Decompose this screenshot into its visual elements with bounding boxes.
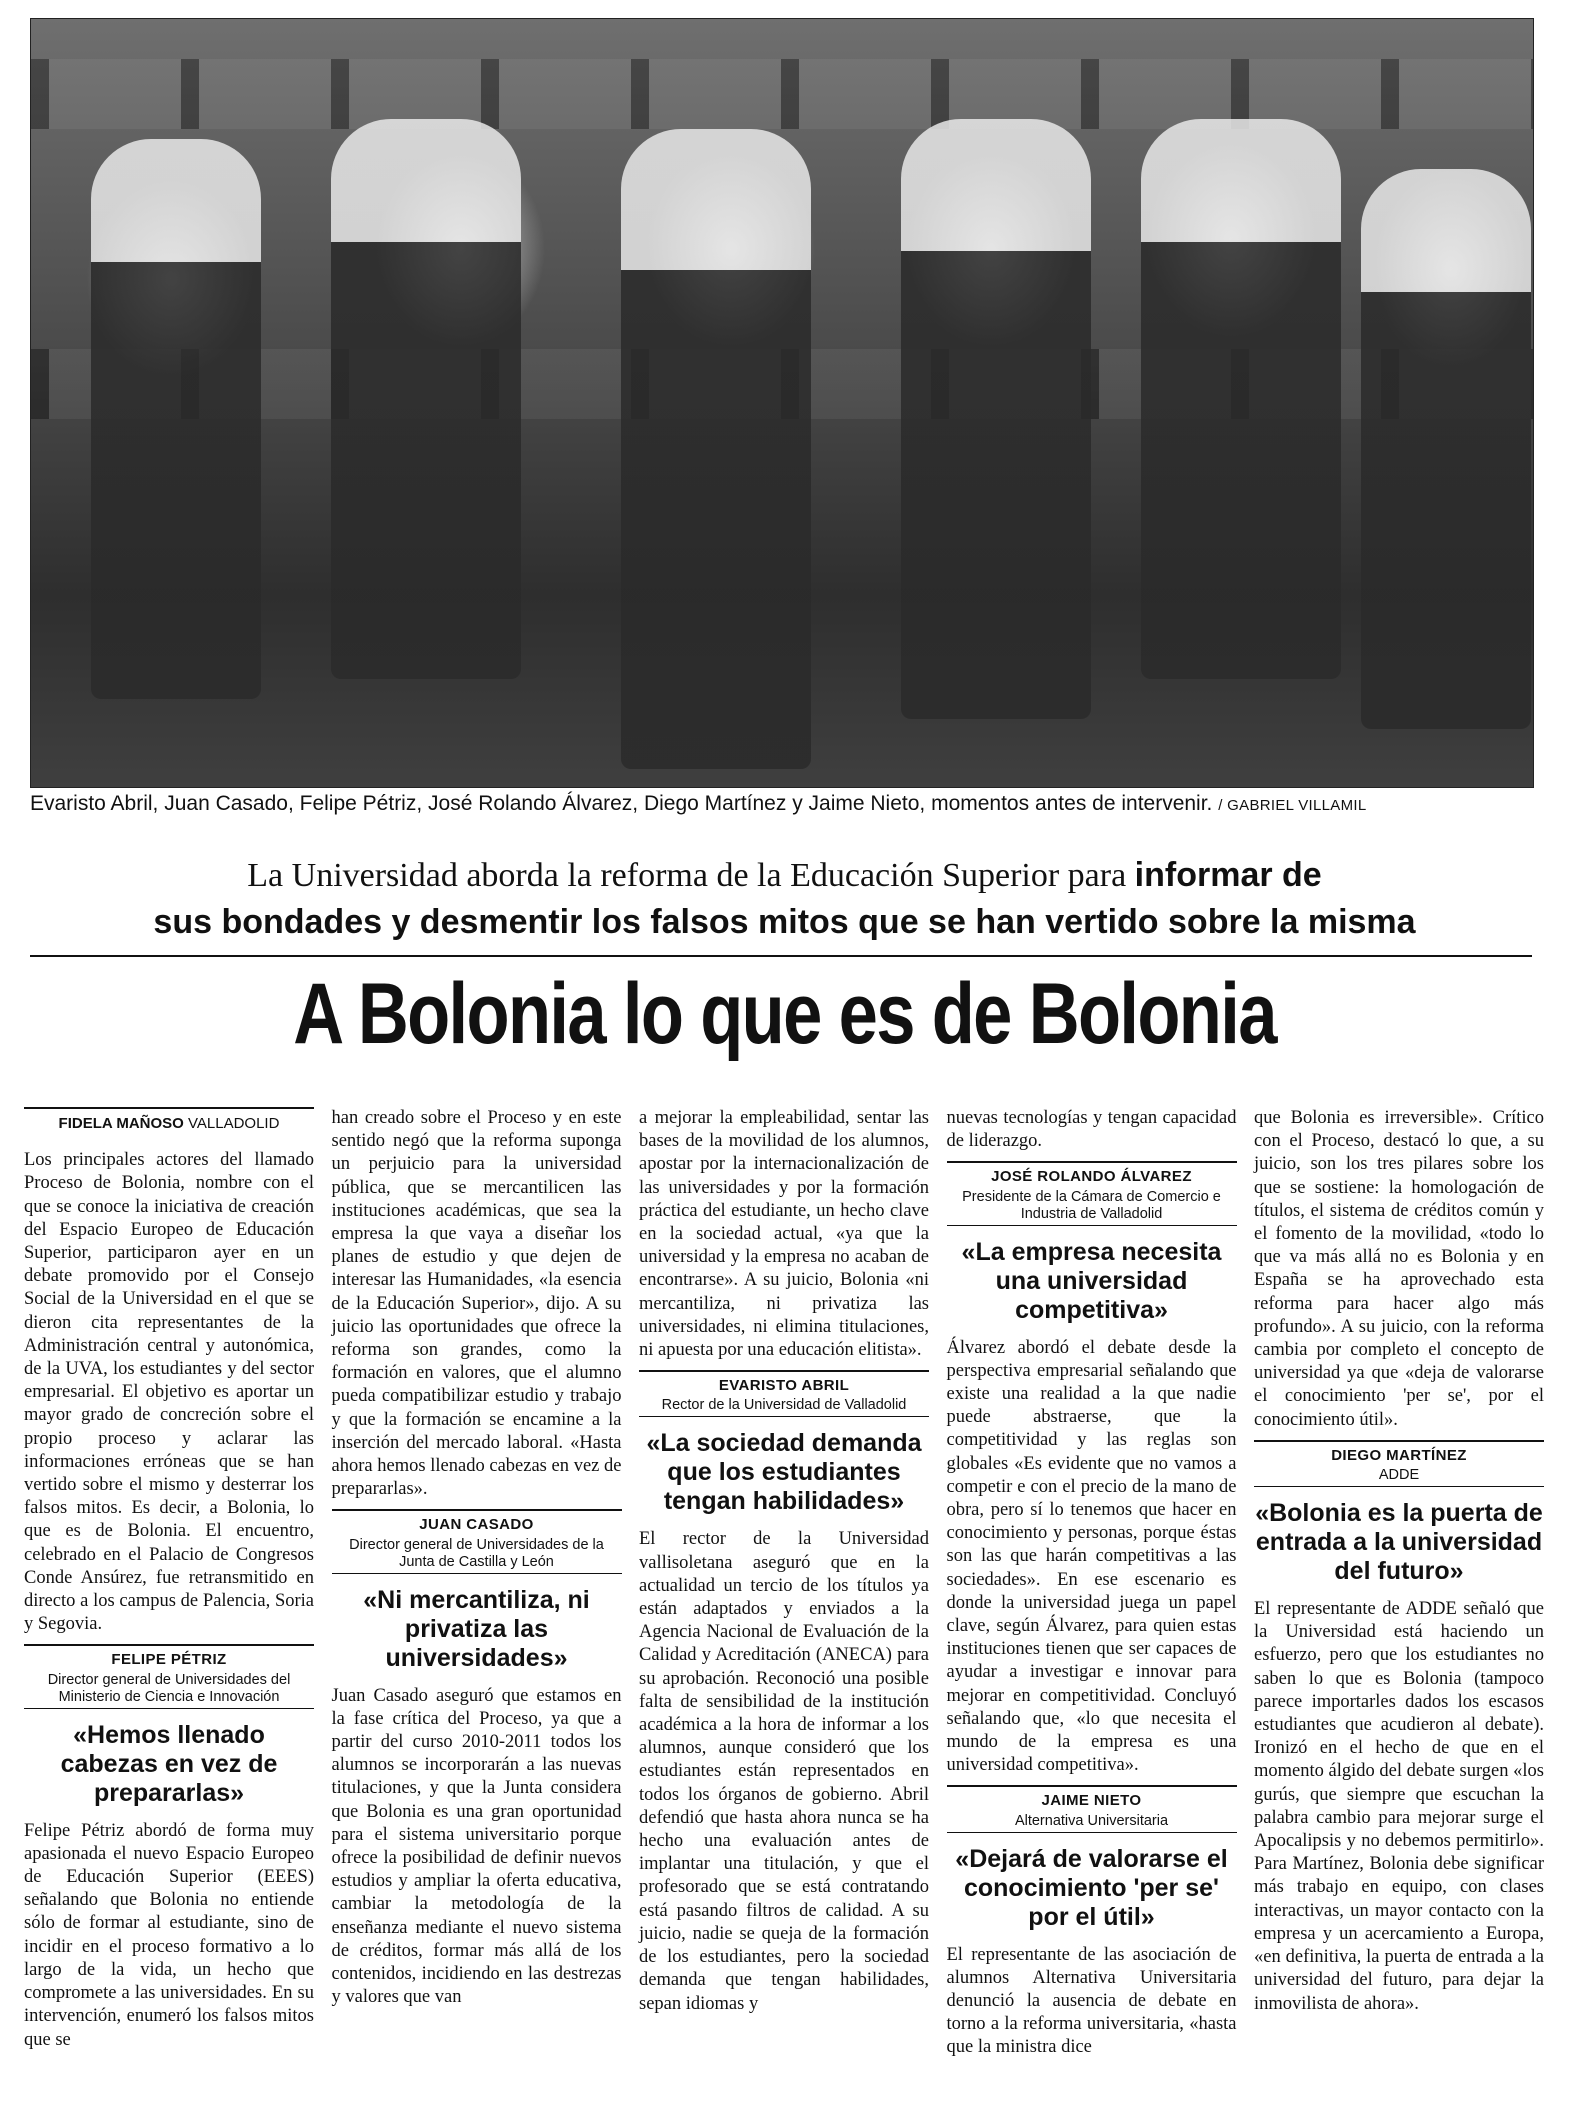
column-5 bbox=[1254, 1107, 1544, 2107]
column-3 bbox=[639, 1107, 929, 2107]
body-paragraph: que Bolonia es irreversible». Crítico con el Proceso, destacó lo que, a su juicio, son los tres pilares sobre los que se sostiene: la homologación de títulos, el sistema de créditos común y el fomento de la movilidad, «todo lo que va más allá no es Bolonia y en España se ha aprovechado esta reforma para hacer algo más profundo». A su juicio, con la reforma cambia por completo el concepto de universidad ya que «deja de valorarse el conocimiento 'per se', por el conocimiento útil». bbox=[1254, 1108, 1544, 1430]
photo-person bbox=[621, 129, 811, 769]
photo-person bbox=[1141, 119, 1341, 679]
column-2 bbox=[332, 1107, 622, 2107]
body-paragraph: nuevas tecnologías y tengan capacidad de liderazgo. bbox=[946, 1108, 1237, 1152]
photo-caption-text: Evaristo Abril, Juan Casado, Felipe Pétriz, José Rolando Álvarez, Diego Martínez y Jaime Nieto, momentos antes de intervenir. bbox=[30, 792, 1213, 815]
intro-paragraph: Los principales actores del llamado Proceso de Bolonia, nombre con el que se conoce la iniciativa de creación del Espacio Europeo de Educación Superior, participaron ayer en un debate promovido por el Consejo Social de la Universidad en el que se dieron cita representantes de la Administración central y autonómica, de la UVA, los estudiantes y del sector empresarial. El objetivo es aportar un mayor grado de concreción sobre el propio proceso y aclarar las informaciones erróneas que se han vertido sobre el mismo y desterrar los falsos mitos. Es decir, a Bolonia, lo que es de Bolonia. El encuentro, celebrado en el Palacio de Congresos Conde Ansúrez, fue retransmitido en directo a los campus de Palencia, Soria y Segovia. bbox=[24, 1150, 314, 1635]
article-columns bbox=[24, 1107, 1544, 2107]
speaker-role: Director general de Universidades de la Junta de Castilla y León bbox=[332, 1537, 622, 1574]
pull-quote: «Hemos llenado cabezas en vez de prepararlas» bbox=[60, 1720, 278, 1807]
photo-person bbox=[1361, 169, 1531, 729]
body-paragraph: El representante de ADDE señaló que la Universidad está haciendo un esfuerzo, pero que los estudiantes no saben lo que es Bolonia (tampoco parece importarles dados los escasos estudiantes que acudieron al debate). Ironizó en el hecho de que en el momento álgido del debate surgen «los gurús, que siempre que escuchan la palabra cambio para mejorar surge el Apocalipsis y no debemos permitirlo». Para Martínez, Bolonia debe significar más trabajo en equipo, con clases interactivas, un mayor contacto con la empresa y un acercamiento a Europa, «en definitiva, la puerta de entrada a la universidad del futuro, para dejar la inmovilista de ahora». bbox=[1254, 1599, 1544, 2014]
speaker-header bbox=[947, 1785, 1237, 1832]
headline: A Bolonia lo que es de Bolonia bbox=[293, 966, 1276, 1062]
byline-author: FIDELA MAÑOSO bbox=[58, 1115, 184, 1132]
photo-credit: / GABRIEL VILLAMIL bbox=[1218, 797, 1367, 814]
speaker-name: JAIME NIETO bbox=[1041, 1792, 1142, 1810]
speaker-name: EVARISTO ABRIL bbox=[718, 1377, 850, 1395]
pull-quote: «Bolonia es la puerta de entrada a la universidad del futuro» bbox=[1255, 1499, 1543, 1586]
deck-line2-bold: sus bondades y desmentir los falsos mitos que se han vertido sobre la misma bbox=[153, 903, 1416, 941]
body-paragraph: Felipe Pétriz abordó de forma muy apasionada el nuevo Espacio Europeo de Educación Superior (EEES) señalando que Bolonia no entiende sólo de formar al estudiante, sino de incidir en el proceso formativo a lo largo de la vida, un hecho que compromete a las universidades. En su intervención, enumeró los falsos mitos que se bbox=[24, 1820, 314, 2050]
byline bbox=[24, 1107, 314, 1135]
speaker-name: JUAN CASADO bbox=[419, 1516, 534, 1534]
speaker-role: Alternativa Universitaria bbox=[947, 1813, 1237, 1833]
body-paragraph: han creado sobre el Proceso y en este sentido negó que la reforma suponga un perjuicio para la universidad pública, que se mercantilicen las instituciones académicas, que sea la empresa la que vaya a diseñar los planes de estudio y que dejen de interesar las Humanidades, «la esencia de la Educación Superior», dijo. A su juicio las oportunidades que ofrece la reforma son grandes, como la formación en valores, que el alumno pueda compatibilizar estudio y trabajo y que la formación se encamine a la inserción del mercado laboral. «Hasta ahora hemos llenado cabezas en vez de prepararlas». bbox=[331, 1108, 622, 1500]
speaker-name: DIEGO MARTÍNEZ bbox=[1331, 1446, 1467, 1464]
speaker-role: ADDE bbox=[1254, 1467, 1544, 1487]
body-paragraph: El rector de la Universidad vallisoletana aseguró que en la actualidad un tercio de los títulos ya están adaptados y enviados a la Agencia Nacional de Evaluación de la Calidad y Acreditación (ANECA) para su aprobación. Reconoció una posible falta de sensibilidad de la institución académica a la hora de informar a los alumnos, aunque consideró que los estudiantes están representados en todos los órganos de gobierno. Abril defendió que hasta ahora nunca se ha hecho una evaluación antes de implantar una titulación, y que el profesorado que se está contratando está pasando filtros de calidad. A su juicio, nadie se queja de la formación de los estudiantes, pero la sociedad demanda que tengan habilidades, sepan idiomas y bbox=[639, 1529, 929, 2014]
photo-person bbox=[331, 119, 521, 679]
photo-person bbox=[91, 139, 261, 699]
body-paragraph: El representante de las asociación de alumnos Alternativa Universitaria denunció la ausencia de debate en torno a la reforma universitaria, «hasta que la ministra dice bbox=[946, 1944, 1237, 2058]
body-paragraph: a mejorar la empleabilidad, sentar las bases de la movilidad de los alumnos, apostar por la internacionalización de las universidades y por la formación práctica del estudiante, un hecho clave en la sociedad actual, «ya que la universidad y la empresa no acaban de encontrarse». A su juicio, Bolonia «ni mercantiliza, ni privatiza las universidades, ni elimina titulaciones, ni apuesta por una educación elitista». bbox=[639, 1108, 929, 1361]
photo-caption bbox=[30, 792, 1532, 816]
body-paragraph: Álvarez abordó el debate desde la perspectiva empresarial señalando que existe una realidad a la que nadie puede abstraerse, que la competitividad y las reglas son globales «Es evidente que no vamos a competir e con el precio de la mano de obra, pero sí lo tenemos que hacer en conocimiento y personas, porque éstas son las que harán competitivas a las sociedades». En ese escenario es donde la universidad juega un papel clave, según Álvarez, para quien estas instituciones tienen que ser capaces de ayudar a investigar e innovar para mejorar en competitividad. Concluyó señalando que, «lo que necesita el mundo de la empresa es una universidad competitiva». bbox=[946, 1337, 1237, 1776]
speaker-header bbox=[1254, 1440, 1544, 1487]
deck-line1-bold: informar de bbox=[1134, 856, 1322, 894]
speaker-header bbox=[332, 1509, 622, 1573]
speaker-role: Rector de la Universidad de Valladolid bbox=[639, 1397, 929, 1417]
photo-person bbox=[901, 119, 1091, 719]
speaker-name: JOSÉ ROLANDO ÁLVAREZ bbox=[991, 1168, 1192, 1186]
deck-rule bbox=[30, 955, 1532, 957]
byline-place: VALLADOLID bbox=[188, 1115, 280, 1132]
pull-quote: «La empresa necesita una universidad competitiva» bbox=[961, 1237, 1222, 1324]
speaker-role: Director general de Universidades del Ministerio de Ciencia e Innovación bbox=[24, 1672, 314, 1709]
deck-line1-normal: La Universidad aborda la reforma de la Educación Superior para bbox=[247, 857, 1127, 894]
speaker-name: FELIPE PÉTRIZ bbox=[111, 1651, 227, 1669]
column-1 bbox=[24, 1107, 314, 2107]
article-deck bbox=[0, 852, 1569, 946]
photo-seat-row bbox=[31, 59, 1533, 129]
speaker-header bbox=[947, 1161, 1237, 1225]
column-4 bbox=[947, 1107, 1237, 2107]
body-paragraph: Juan Casado aseguró que estamos en la fase crítica del Proceso, ya que a partir del curso 2010-2011 todos los alumnos se incorporarán a las nuevas titulaciones, y que la Junta considera que Bolonia es una gran oportunidad para el sistema universitario porque ofrece la posibilidad de definir nuevos estudios y ampliar la oferta educativa, cambiar la metodología de la enseñanza mediante el nuevo sistema de créditos, formar más allá de los contenidos, incidiendo en las destrezas y valores que van bbox=[331, 1685, 622, 2008]
pull-quote: «Ni mercantiliza, ni privatiza las universidades» bbox=[363, 1585, 590, 1672]
speaker-header bbox=[24, 1644, 314, 1708]
pull-quote: «La sociedad demanda que los estudiantes tengan habilidades» bbox=[646, 1429, 922, 1516]
speaker-role: Presidente de la Cámara de Comercio e Industria de Valladolid bbox=[947, 1189, 1237, 1226]
pull-quote: «Dejará de valorarse el conocimiento 'per se' por el útil» bbox=[955, 1844, 1228, 1931]
speaker-header bbox=[639, 1370, 929, 1417]
news-photo bbox=[30, 18, 1534, 788]
